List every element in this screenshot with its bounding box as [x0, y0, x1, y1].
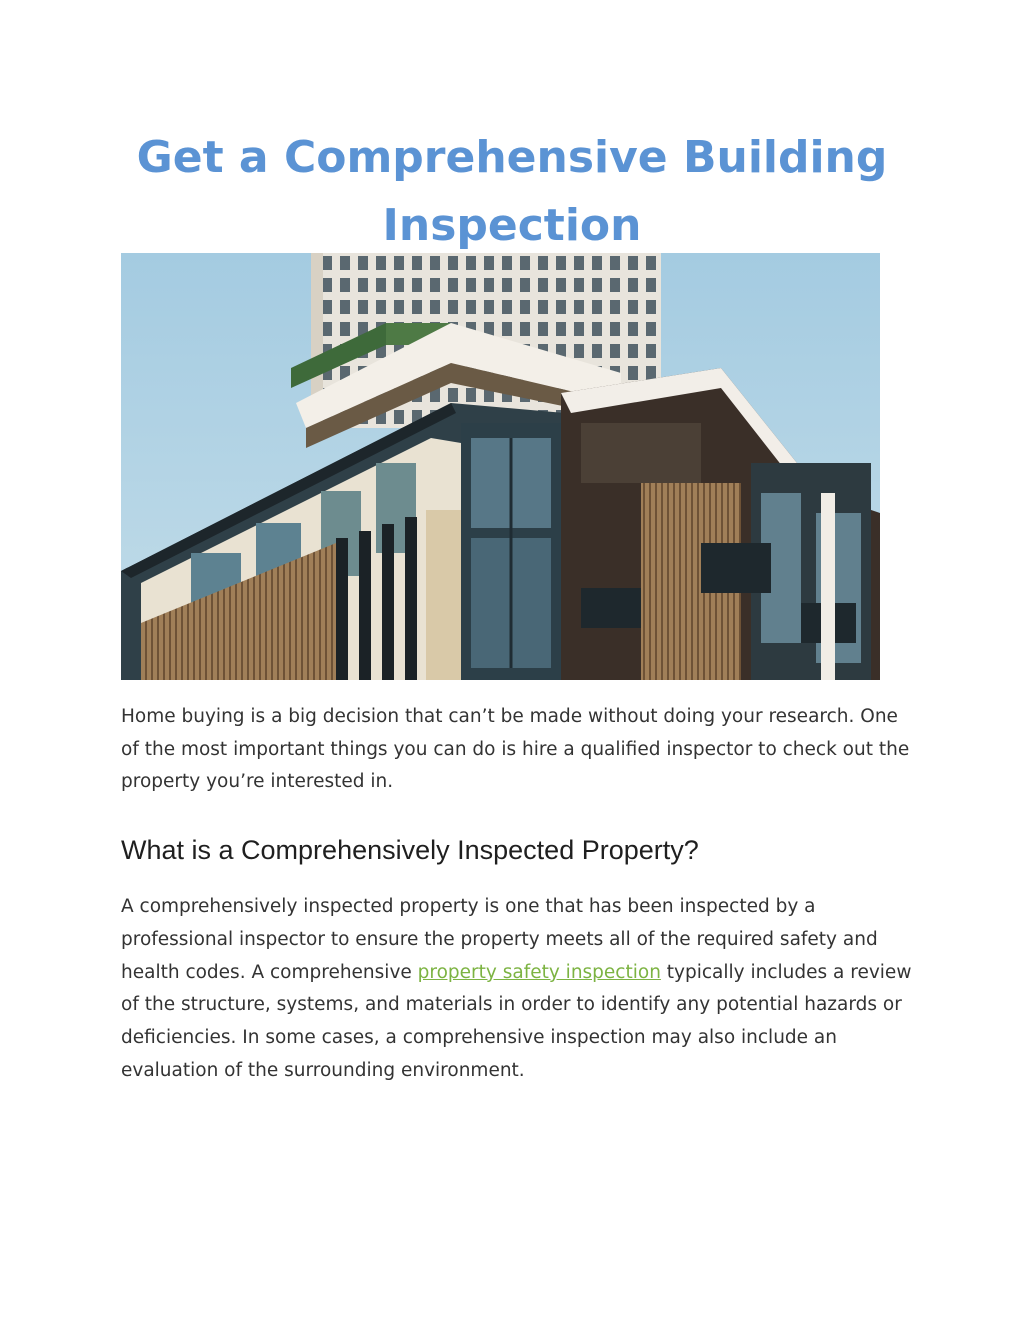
section-heading: What is a Comprehensively Inspected Property? [121, 835, 699, 865]
paragraph-text-before-link: A comprehensively inspected property is one that has been inspected by a professional inspector to ensure the property meets all of the required safety and health codes. A comprehensive [121, 896, 878, 983]
paragraph-text-after-link: typically includes a review of the structure, systems, and materials in order to identify any potential hazards or deficiencies. In some cases, a comprehensive inspection may also include an evaluation of the surrounding environment. [121, 961, 912, 1081]
page-title: Get a Comprehensive Building Inspection [136, 132, 888, 251]
section-paragraph [121, 891, 921, 1088]
intro-paragraph: Home buying is a big decision that can’t be made without doing your research. One of the most important things you can do is hire a qualified inspector to check out the property you’re interested in. [121, 706, 910, 792]
property-safety-inspection-link[interactable]: property safety inspection [417, 961, 661, 983]
building-photo [121, 253, 880, 680]
